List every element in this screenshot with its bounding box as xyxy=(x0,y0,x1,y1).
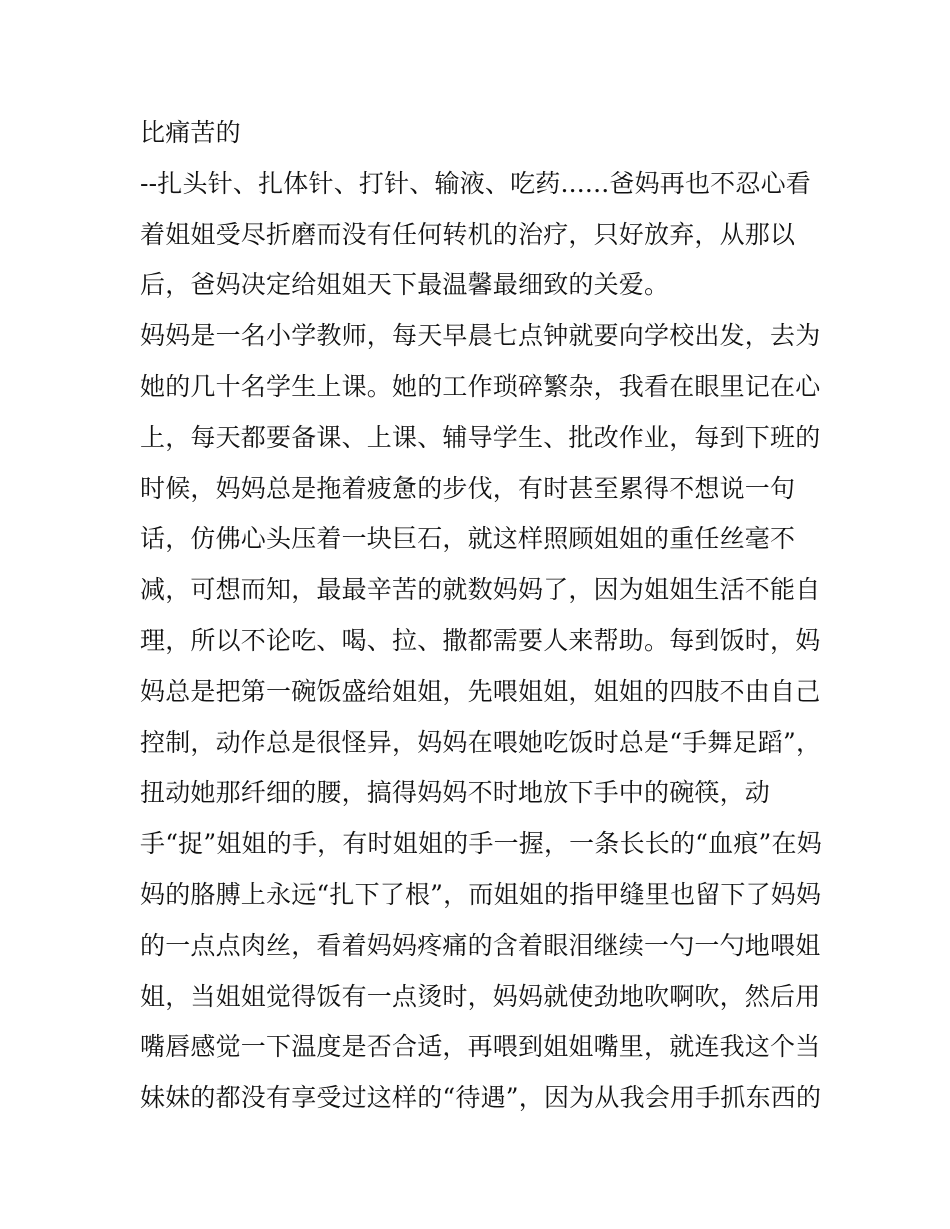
text-line-17: 的一点点肉丝，看着妈妈疼痛的含着眼泪继续一勺一勺地喂姐 xyxy=(140,930,821,960)
text-line-11: 理，所以不论吃、喝、拉、撒都需要人来帮助。每到饭时，妈 xyxy=(140,625,821,655)
text-line-4: 后，爸妈决定给姐姐天下最温馨最细致的关爱。 xyxy=(140,270,670,300)
text-line-18: 姐，当姐姐觉得饭有一点烫时，妈妈就使劲地吹啊吹，然后用 xyxy=(140,981,821,1011)
text-line-9: 话，仿佛心头压着一块巨石，就这样照顾姐姐的重任丝毫不 xyxy=(140,524,796,554)
text-line-12: 妈总是把第一碗饭盛给姐姐，先喂姐姐，姐姐的四肢不由自己 xyxy=(140,676,821,706)
text-line-19: 嘴唇感觉一下温度是否合适，再喂到姐姐嘴里，就连我这个当 xyxy=(140,1032,821,1062)
text-line-20: 妹妹的都没有享受过这样的“待遇”，因为从我会用手抓东西的 xyxy=(140,1083,822,1113)
text-line-5: 妈妈是一名小学教师，每天早晨七点钟就要向学校出发，去为 xyxy=(140,321,821,351)
text-line-1: 比痛苦的 xyxy=(140,118,241,147)
text-line-2: --扎头针、扎体针、打针、输液、吃药......爸妈再也不忍心看 xyxy=(140,168,811,198)
body-text xyxy=(140,108,820,1124)
text-line-13: 控制，动作总是很怪异，妈妈在喂她吃饭时总是“手舞足蹈”， xyxy=(140,727,822,757)
text-line-15: 手“捉”姐姐的手，有时姐姐的手一握，一条长长的“血痕”在妈 xyxy=(140,829,822,859)
text-line-6: 她的几十名学生上课。她的工作琐碎繁杂，我看在眼里记在心 xyxy=(140,371,821,401)
text-line-16: 妈的胳膊上永远“扎下了根”，而姐姐的指甲缝里也留下了妈妈 xyxy=(140,879,822,909)
text-line-8: 时候，妈妈总是拖着疲惫的步伐，有时甚至累得不想说一句 xyxy=(140,473,796,503)
text-line-10: 减，可想而知，最最辛苦的就数妈妈了，因为姐姐生活不能自 xyxy=(140,575,821,605)
text-line-3: 着姐姐受尽折磨而没有任何转机的治疗，只好放弃，从那以 xyxy=(140,219,796,249)
text-line-7: 上，每天都要备课、上课、辅导学生、批改作业，每到下班的 xyxy=(140,422,821,452)
text-line-14: 扭动她那纤细的腰，搞得妈妈不时地放下手中的碗筷，动 xyxy=(140,778,771,808)
